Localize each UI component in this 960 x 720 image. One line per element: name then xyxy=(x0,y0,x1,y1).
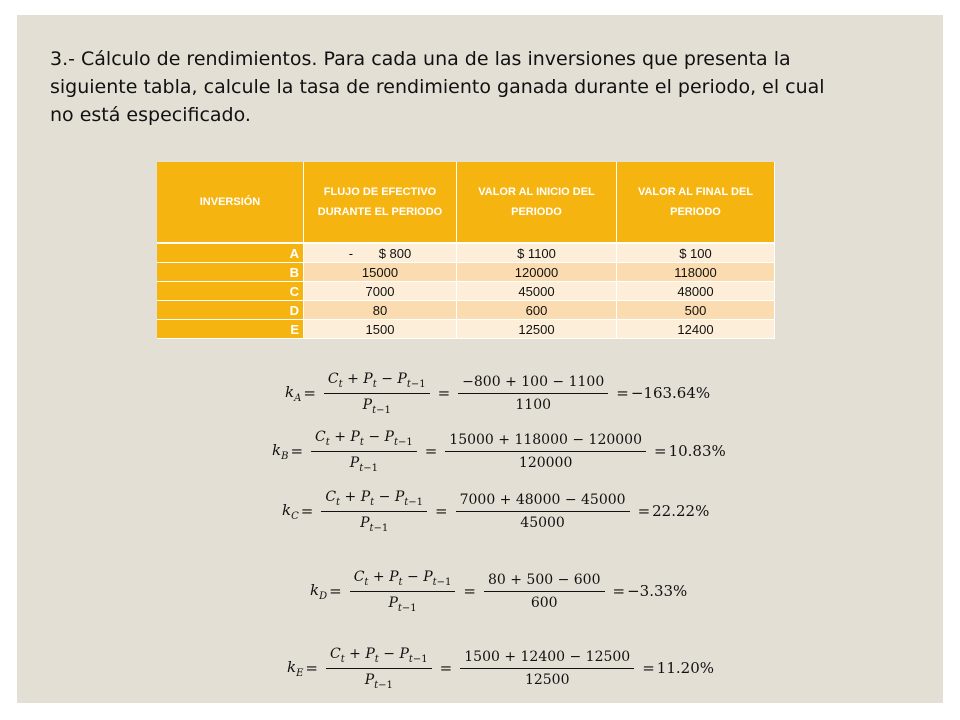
return-symbol: $k_A$ xyxy=(285,382,302,404)
result: 10.83% xyxy=(668,442,726,461)
header-inicio: VALOR AL INICIO DEL PERIODO xyxy=(457,162,617,243)
general-fraction: $\frac{C_t + P_t - P_{t-1}}{P_{t-1}}$ xyxy=(324,371,430,416)
slide-background xyxy=(17,15,943,703)
row-label: A xyxy=(157,243,304,263)
denominator: 600 xyxy=(530,594,558,611)
general-fraction: $\frac{C_t + P_t - P_{t-1}}{P_{t-1}}$ xyxy=(326,646,432,691)
return-symbol: $k_E$ xyxy=(287,657,304,679)
cell-end: 48000 xyxy=(617,282,775,301)
numerator: 1500 + 12400 − 12500 xyxy=(460,649,634,669)
row-label: E xyxy=(157,320,304,339)
cell-end: $ 100 xyxy=(617,243,775,263)
general-fraction: $\frac{C_t + P_t - P_{t-1}}{P_{t-1}}$ xyxy=(311,429,417,474)
table-row xyxy=(157,263,775,282)
table-row xyxy=(157,320,775,339)
numeric-fraction xyxy=(456,492,630,531)
cell-start: 45000 xyxy=(457,282,617,301)
row-label: C xyxy=(157,282,304,301)
cell-start: $ 1100 xyxy=(457,243,617,263)
cell-start: 600 xyxy=(457,301,617,320)
header-inversion: INVERSIÓN xyxy=(157,162,304,243)
cell-flow: 80 xyxy=(304,301,457,320)
cell-flow: 1500 xyxy=(304,320,457,339)
general-fraction: $\frac{C_t + P_t - P_{t-1}}{P_{t-1}}$ xyxy=(321,489,427,534)
row-label: B xyxy=(157,263,304,282)
denominator: 12500 xyxy=(524,671,570,688)
return-symbol: $k_D$ xyxy=(310,580,328,602)
numeric-fraction xyxy=(460,649,634,688)
row-label: D xyxy=(157,301,304,320)
numeric-fraction xyxy=(458,374,608,413)
header-flujo: FLUJO DE EFECTIVO DURANTE EL PERIODO xyxy=(304,162,457,243)
cell-start: 12500 xyxy=(457,320,617,339)
negative-sign: - xyxy=(348,245,354,261)
cell-flow xyxy=(304,243,457,263)
investment-table xyxy=(157,162,775,339)
result: −163.64% xyxy=(630,384,711,403)
cell-end: 500 xyxy=(617,301,775,320)
numerator: −800 + 100 − 1100 xyxy=(458,374,608,394)
denominator: 1100 xyxy=(515,396,552,413)
formula-d: $k_D$ = $\frac{C_t + P_t - P_{t-1}}{P_{t-1}}$ = $\frac{80 + 500 - 600}{600}$ = −3.33% xyxy=(310,569,688,614)
denominator: 120000 xyxy=(518,454,573,471)
problem-statement: 3.- Cálculo de rendimientos. Para cada una de las inversiones que presenta la siguiente tabla, calcule la tasa de rendimiento ganada durante el periodo, el cual no está especificado. xyxy=(50,48,825,126)
formula-c: $k_C$ = $\frac{C_t + P_t - P_{t-1}}{P_{t-1}}$ = $\frac{7000 + 48000 - 45000}{45000}$ = 22.22% xyxy=(282,489,710,534)
table-row xyxy=(157,282,775,301)
numerator: 80 + 500 − 600 xyxy=(484,572,605,592)
formula-e: $k_E$ = $\frac{C_t + P_t - P_{t-1}}{P_{t-1}}$ = $\frac{1500 + 12400 - 12500}{12500}$ = 11.20% xyxy=(287,646,714,691)
formula-a: $k_A$ = $\frac{C_t + P_t - P_{t-1}}{P_{t-1}}$ = $\frac{-800 + 100 - 1100}{1100}$ = −163.64% xyxy=(285,371,711,416)
cell-start: 120000 xyxy=(457,263,617,282)
result: 22.22% xyxy=(652,502,710,521)
return-symbol: $k_B$ xyxy=(272,440,289,462)
header-final: VALOR AL FINAL DEL PERIODO xyxy=(617,162,775,243)
table-row xyxy=(157,243,775,263)
table-row xyxy=(157,301,775,320)
numerator: 7000 + 48000 − 45000 xyxy=(456,492,630,512)
general-fraction: $\frac{C_t + P_t - P_{t-1}}{P_{t-1}}$ xyxy=(350,569,456,614)
table-header-row xyxy=(157,162,775,243)
cell-flow: 7000 xyxy=(304,282,457,301)
result: 11.20% xyxy=(656,659,714,678)
denominator: 45000 xyxy=(520,514,565,531)
cell-end: 12400 xyxy=(617,320,775,339)
formula-b: $k_B$ = $\frac{C_t + P_t - P_{t-1}}{P_{t-1}}$ = $\frac{15000 + 118000 - 120000}{120000}$ = 10.83% xyxy=(272,429,726,474)
cell-flow: 15000 xyxy=(304,263,457,282)
numeric-fraction xyxy=(484,572,605,611)
result: −3.33% xyxy=(627,582,688,601)
cell-end: 118000 xyxy=(617,263,775,282)
numeric-fraction xyxy=(445,432,646,471)
numerator: 15000 + 118000 − 120000 xyxy=(445,432,646,452)
return-symbol: $k_C$ xyxy=(282,500,299,522)
flow-value: $ 800 xyxy=(378,245,412,261)
